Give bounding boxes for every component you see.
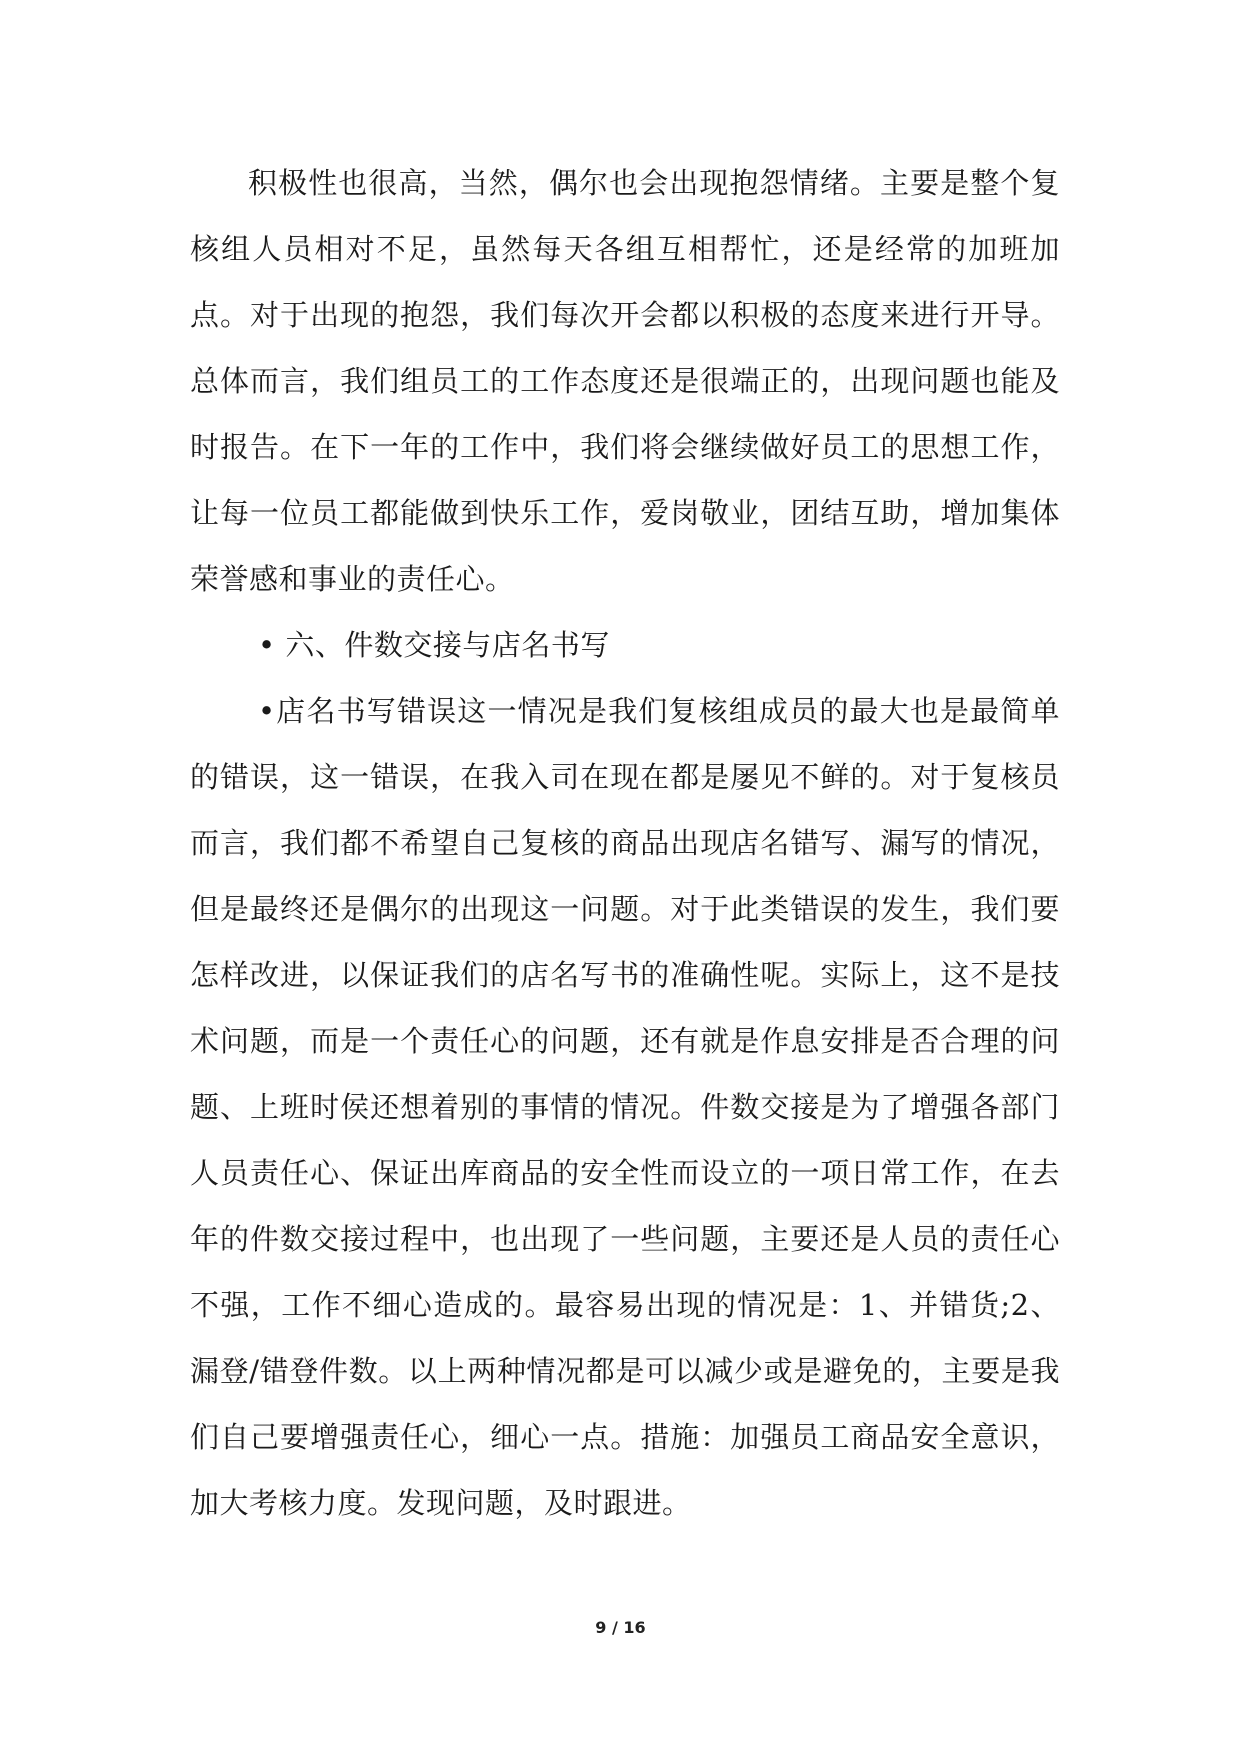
paragraph-store-name-errors: •店名书写错误这一情况是我们复核组成员的最大也是最简单的错误，这一错误，在我入司在现在都是屡见不鲜的。对于复核员而言，我们都不希望自己复核的商品出现店名错写、漏写的情况，但是最终还是偶尔的出现这一问题。对于此类错误的发生，我们要怎样改进，以保证我们的店名写书的准确性呢。实际上，这不是技术问题，而是一个责任心的问题，还有就是作息安排是否合理的问题、上班时侯还想着别的事情的情况。件数交接是为了增强各部门人员责任心、保证出库商品的安全性而设立的一项日常工作，在去年的件数交接过程中，也出现了一些问题，主要还是人员的责任心不强，工作不细心造成的。最容易出现的情况是：1、并错货;2、漏登/错登件数。以上两种情况都是可以减少或是避免的，主要是我们自己要增强责任心，细心一点。措施：加强员工商品安全意识，加大考核力度。发现问题，及时跟进。	[190, 694, 1060, 1520]
page-number: 9 / 16	[595, 1618, 646, 1637]
section-heading-handover: • 六、件数交接与店名书写	[258, 628, 610, 662]
paragraph-staff-attitude: 积极性也很高，当然，偶尔也会出现抱怨情绪。主要是整个复核组人员相对不足，虽然每天各组互相帮忙，还是经常的加班加点。对于出现的抱怨，我们每次开会都以积极的态度来进行开导。总体而言，我们组员工的工作态度还是很端正的，出现问题也能及时报告。在下一年的工作中，我们将会继续做好员工的思想工作，让每一位员工都能做到快乐工作，爱岗敬业，团结互助，增加集体荣誉感和事业的责任心。	[190, 166, 1060, 596]
document-body	[190, 150, 1060, 1536]
